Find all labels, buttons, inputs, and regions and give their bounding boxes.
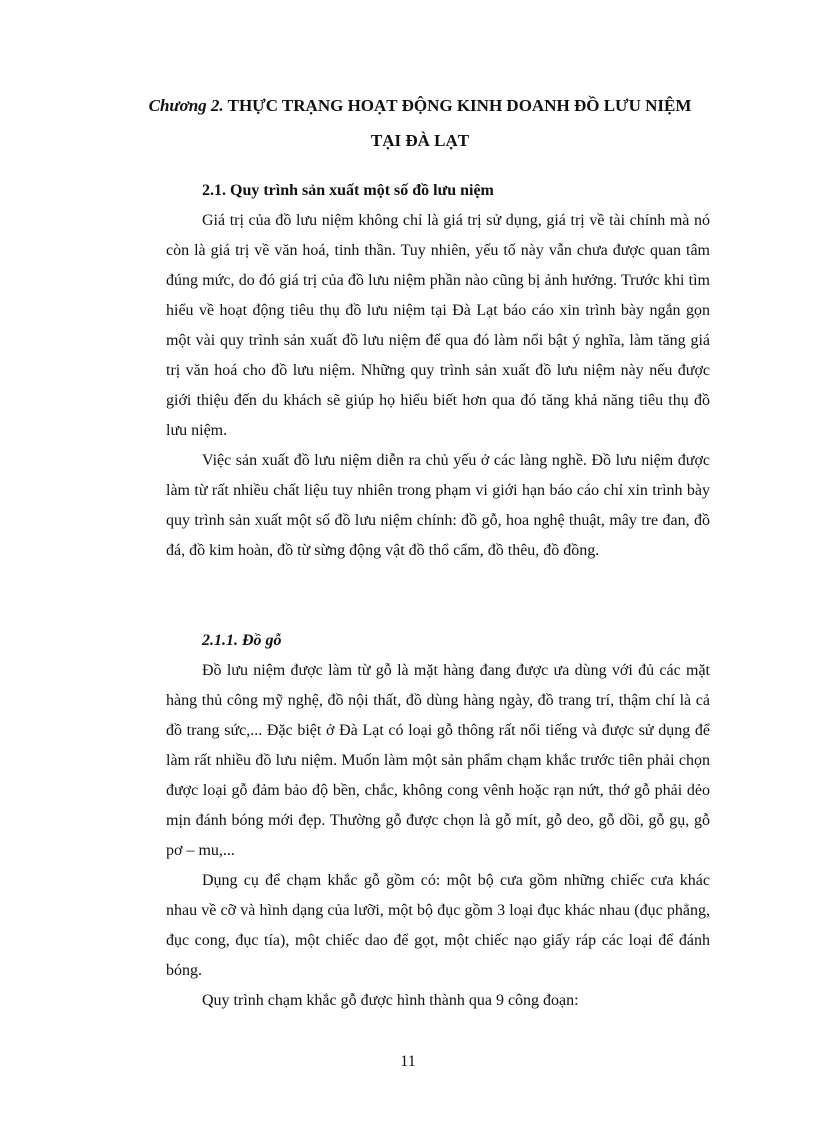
subsection-paragraph-3: Quy trình chạm khắc gỗ được hình thành qua 9 công đoạn: [202, 992, 579, 1009]
section-paragraph-2: Việc sản xuất đồ lưu niệm diễn ra chủ yếu ở các làng nghề. Đồ lưu niệm được làm từ rất nhiều chất liệu tuy nhiên trong phạm vi giới hạn báo cáo chỉ xin trình bày quy trình sản xuất một số đồ lưu niệm chính: đồ gỗ, hoa nghệ thuật, mây tre đan, đồ đá, đồ kim hoàn, đồ từ sừng động vật đồ thổ cẩm, đồ thêu, đồ đồng. [166, 452, 710, 559]
chapter-title-line2: TẠI ĐÀ LẠT [370, 131, 470, 150]
chapter-label: Chương 2. [148, 96, 224, 115]
section-heading: 2.1. Quy trình sản xuất một số đồ lưu niệm [202, 182, 494, 199]
chapter-title-line1: THỰC TRẠNG HOẠT ĐỘNG KINH DOANH ĐỒ LƯU NIỆM [227, 96, 692, 115]
section-paragraph-1: Giá trị của đồ lưu niệm không chỉ là giá trị sử dụng, giá trị về tài chính mà nó còn là giá trị về văn hoá, tinh thần. Tuy nhiên, yếu tố này vẫn chưa được quan tâm đúng mức, do đó giá trị của đồ lưu niệm phần nào cũng bị ảnh hưởng. Trước khi tìm hiểu về hoạt động tiêu thụ đồ lưu niệm tại Đà Lạt báo cáo xin trình bày ngắn gọn một vài quy trình sản xuất đồ lưu niệm để qua đó làm nổi bật ý nghĩa, làm tăng giá trị văn hoá cho đồ lưu niệm. Những quy trình sản xuất đồ lưu niệm này nếu được giới thiệu đến du khách sẽ giúp họ hiểu biết hơn qua đó tăng khả năng tiêu thụ đồ lưu niệm. [166, 212, 710, 439]
chapter-title [140, 88, 700, 158]
subsection-paragraph-1: Đồ lưu niệm được làm từ gỗ là mặt hàng đang được ưa dùng với đủ các mặt hàng thủ công mỹ nghệ, đồ nội thất, đồ dùng hàng ngày, đồ trang trí, thậm chí là cả đồ trang sức,... Đặc biệt ở Đà Lạt có loại gỗ thông rất nổi tiếng và được sử dụng để làm rất nhiều đồ lưu niệm. Muốn làm một sản phẩm chạm khắc trước tiên phải chọn được loại gỗ đảm bảo độ bền, chắc, không cong vênh hoặc rạn nứt, thớ gỗ phải dẻo mịn đánh bóng mới đẹp. Thường gỗ được chọn là gỗ mít, gỗ deo, gỗ dồi, gỗ gụ, gỗ pơ – mu,... [166, 662, 710, 859]
subsection-paragraph-2: Dụng cụ để chạm khắc gỗ gồm có: một bộ cưa gồm những chiếc cưa khác nhau về cỡ và hình dạng của lưỡi, một bộ đục gồm 3 loại đục khác nhau (đục phẳng, đục cong, đục tía), một chiếc dao để gọt, một chiếc nạo giấy ráp các loại để đánh bóng. [166, 872, 710, 979]
subsection-heading: 2.1.1. Đồ gỗ [202, 632, 282, 649]
page-number: 11 [400, 1053, 416, 1070]
